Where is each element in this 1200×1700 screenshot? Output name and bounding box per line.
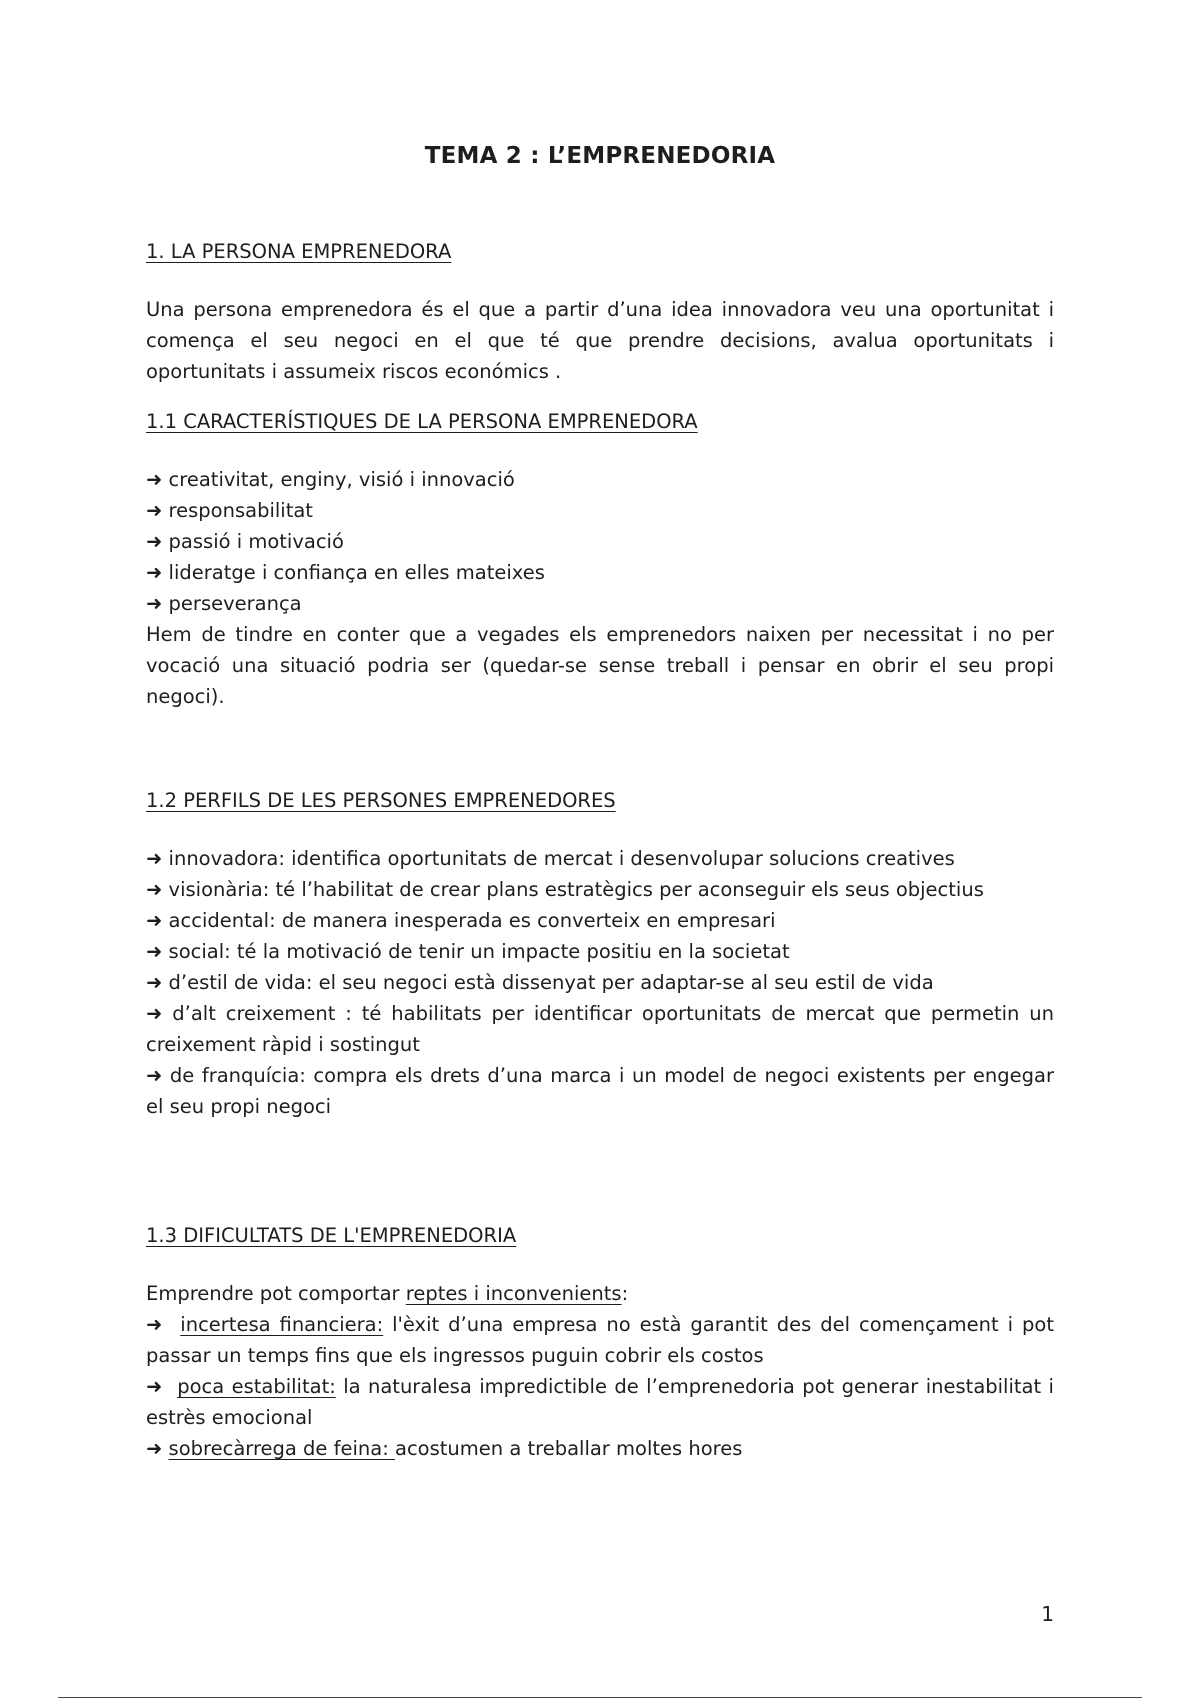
section-paragraph: Una persona emprenedora és el que a partir d’una idea innovadora veu una oportunitat i comença el seu negoci en el que té que prendre decisions, avalua oportunitats i oportunitats i assumeix riscos económics . — [146, 298, 1054, 383]
bullet-list — [146, 843, 1054, 1122]
document-title: TEMA 2 : L’EMPRENEDORIA — [424, 143, 776, 169]
section-heading: 1.1 CARACTERÍSTIQUES DE LA PERSONA EMPRENEDORA — [146, 410, 698, 433]
bullet-list — [146, 464, 1054, 619]
list-item: ➜ d’estil de vida: el seu negoci està dissenyat per adaptar-se al seu estil de vida — [146, 971, 934, 994]
arrow-icon: ➜ — [146, 468, 163, 491]
arrow-icon: ➜ — [146, 878, 163, 901]
arrow-icon: ➜ — [146, 909, 163, 932]
list-item: ➜ passió i motivació — [146, 530, 344, 553]
arrow-icon: ➜ — [146, 847, 163, 870]
arrow-icon: ➜ — [146, 1437, 163, 1460]
section-caracteristiques — [146, 406, 1054, 712]
list-item: ➜ de franquícia: compra els drets d’una marca i un model de negoci existents per engegar el seu propi negoci — [146, 1064, 1054, 1118]
section-perfils — [146, 785, 1054, 1122]
list-item: ➜ creativitat, enginy, visió i innovació — [146, 468, 515, 491]
list-item: ➜ accidental: de manera inesperada es converteix en empresari — [146, 909, 776, 932]
list-item: ➜ responsabilitat — [146, 499, 313, 522]
arrow-icon: ➜ — [146, 1002, 163, 1025]
section-heading: 1.2 PERFILS DE LES PERSONES EMPRENEDORES — [146, 789, 616, 812]
page-number: 1 — [1041, 1602, 1054, 1626]
section-note: Hem de tindre en conter que a vegades els emprenedors naixen per necessitat i no per vocació una situació podria ser (quedar-se sense treball i pensar en obrir el seu propi negoci). — [146, 623, 1054, 708]
arrow-icon: ➜ — [146, 940, 163, 963]
list-item: ➜ d’alt creixement : té habilitats per identificar oportunitats de mercat que permetin un creixement ràpid i sostingut — [146, 1002, 1055, 1056]
arrow-icon: ➜ — [146, 1313, 163, 1336]
list-item: ➜ lideratge i confiança en elles mateixes — [146, 561, 545, 584]
section-persona-emprenedora — [146, 236, 1054, 387]
section-intro: Emprendre pot comportar reptes i inconvenients: — [146, 1282, 629, 1305]
arrow-icon: ➜ — [146, 1064, 163, 1087]
arrow-icon: ➜ — [146, 1375, 163, 1398]
list-item: ➜ social: té la motivació de tenir un impacte positiu en la societat — [146, 940, 790, 963]
section-heading: 1. LA PERSONA EMPRENEDORA — [146, 240, 452, 263]
arrow-icon: ➜ — [146, 561, 163, 584]
arrow-icon: ➜ — [146, 971, 163, 994]
section-heading: 1.3 DIFICULTATS DE L'EMPRENEDORIA — [146, 1224, 517, 1247]
list-item: ➜ poca estabilitat: la naturalesa impredictible de l’emprenedoria pot generar inestabilitat i estrès emocional — [146, 1375, 1054, 1429]
list-item: ➜ innovadora: identifica oportunitats de mercat i desenvolupar solucions creatives — [146, 847, 955, 870]
list-item: ➜ visionària: té l’habilitat de crear plans estratègics per aconseguir els seus objectius — [146, 878, 984, 901]
section-dificultats — [146, 1220, 1054, 1464]
arrow-icon: ➜ — [146, 592, 163, 615]
list-item: ➜ perseverança — [146, 592, 302, 615]
list-item: ➜ incertesa financiera: l'èxit d’una empresa no està garantit des del començament i pot passar un temps fins que els ingressos puguin cobrir els costos — [146, 1313, 1054, 1367]
arrow-icon: ➜ — [146, 530, 163, 553]
footer-divider — [58, 1697, 1142, 1698]
list-item: ➜ sobrecàrrega de feina: acostumen a treballar moltes hores — [146, 1437, 743, 1460]
arrow-icon: ➜ — [146, 499, 163, 522]
